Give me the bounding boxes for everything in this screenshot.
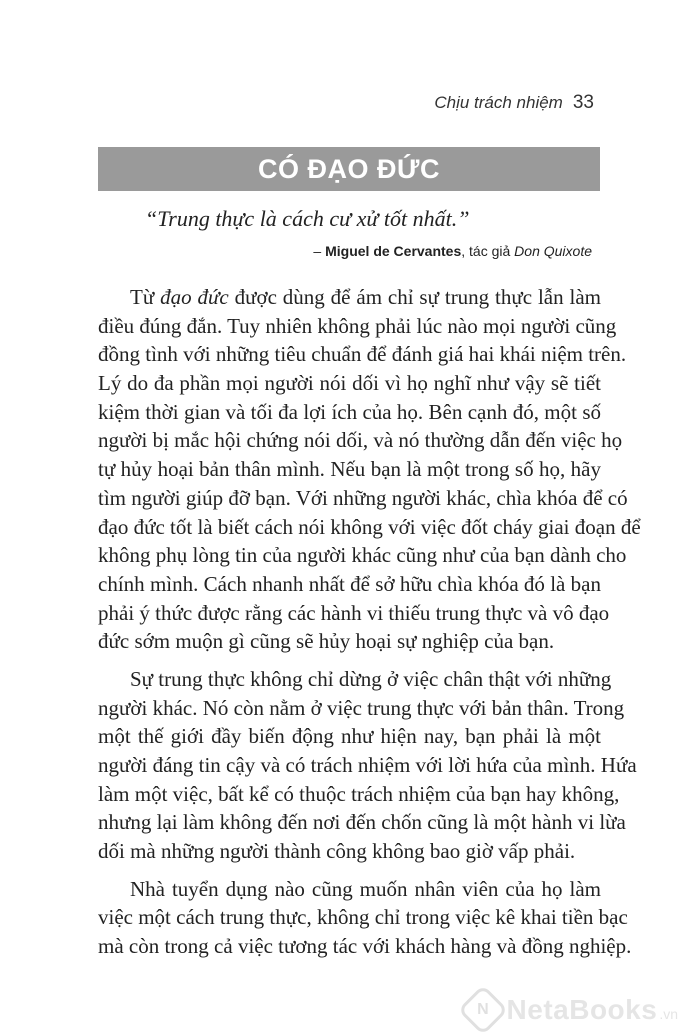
paragraph-line: tìm người giúp đỡ bạn. Với những người khác, chìa khóa để có [98, 485, 628, 510]
paragraph [98, 283, 641, 656]
paragraph-line: Sự trung thực không chỉ dừng ở việc chân thật với những [130, 666, 612, 691]
paragraph-line: kiệm thời gian và tối đa lợi ích của họ. Bên cạnh đó, một số [98, 399, 601, 424]
text-run: được dùng để ám chỉ sự trung thực lẫn làm [228, 285, 601, 309]
paragraph-line: tự hủy hoại bản thân mình. Nếu bạn là một trong số họ, hãy [98, 457, 601, 482]
paragraph-line: người khác. Nó còn nằm ở việc trung thực với bản thân. Trong [98, 695, 625, 720]
paragraph-line: người bị mắc hội chứng nói dối, và nó thường dẫn đến việc họ [98, 428, 623, 453]
paragraph [98, 875, 632, 961]
paragraph-line: làm một việc, bất kể có thuộc trách nhiệm của bạn hay không, [98, 781, 620, 806]
paragraph-line: chính mình. Cách nhanh nhất để sở hữu chìa khóa đó là bạn [98, 571, 601, 596]
netabooks-logo-icon [457, 985, 508, 1035]
attribution-dash: – [313, 243, 322, 259]
paragraph-line: đức sớm muộn gì cũng sẽ hủy hoại sự nghiệp của bạn. [98, 629, 555, 654]
watermark-brand: NetaBooks [506, 994, 658, 1025]
attribution-work: Don Quixote [514, 243, 592, 259]
paragraph-line: Lý do đa phần mọi người nói dối vì họ nghĩ như vậy sẽ tiết [98, 371, 601, 396]
section-title: CÓ ĐẠO ĐỨC [258, 153, 440, 184]
paragraph-line: một thế giới đầy biến động như hiện nay, bạn phải là một [98, 724, 601, 749]
paragraph [98, 665, 637, 866]
attribution-author: Miguel de Cervantes [325, 243, 462, 259]
paragraph-line: việc một cách trung thực, không chỉ trong việc kê khai tiền bạc [98, 905, 628, 930]
watermark-suffix: .vn [659, 1006, 678, 1022]
body-text [98, 283, 641, 961]
attribution-role: , tác giả [461, 243, 515, 259]
epigraph-attribution [313, 243, 592, 259]
page-number: 33 [572, 92, 594, 113]
paragraph-line: dối mà những người thành công không bao giờ vấp phải. [98, 839, 576, 864]
running-header [434, 92, 594, 114]
paragraph-line: không phụ lòng tin của người khác cũng như của bạn dành cho [98, 543, 627, 568]
running-title: Chịu trách nhiệm [434, 93, 563, 112]
emphasis-term: đạo đức [160, 285, 229, 309]
paragraph-line: điều đúng đắn. Tuy nhiên không phải lúc nào mọi người cũng [98, 313, 617, 338]
text-run: Từ [130, 285, 161, 309]
section-banner [98, 147, 600, 191]
paragraph-line [98, 283, 601, 312]
paragraph-line: phải ý thức được rằng các hành vi thiếu trung thực và vô đạo [98, 600, 610, 625]
paragraph-line: Nhà tuyển dụng nào cũng muốn nhân viên của họ làm [130, 876, 601, 901]
paragraph-line: mà còn trong cả việc tương tác với khách hàng và đồng nghiệp. [98, 934, 632, 959]
netabooks-watermark [465, 992, 678, 1028]
paragraph-line: đồng tình với những tiêu chuẩn để đánh giá hai khái niệm trên. [98, 342, 627, 367]
paragraph-line: đạo đức tốt là biết cách nói không với việc đốt cháy giai đoạn để [98, 514, 641, 539]
logo-letter: N [476, 1001, 489, 1018]
epigraph-quote: “Trung thực là cách cư xử tốt nhất.” [145, 206, 470, 231]
paragraph-line: nhưng lại làm không đến nơi đến chốn cũng là một hành vi lừa [98, 810, 626, 835]
paragraph-line: người đáng tin cậy và có trách nhiệm với lời hứa của mình. Hứa [98, 753, 637, 777]
